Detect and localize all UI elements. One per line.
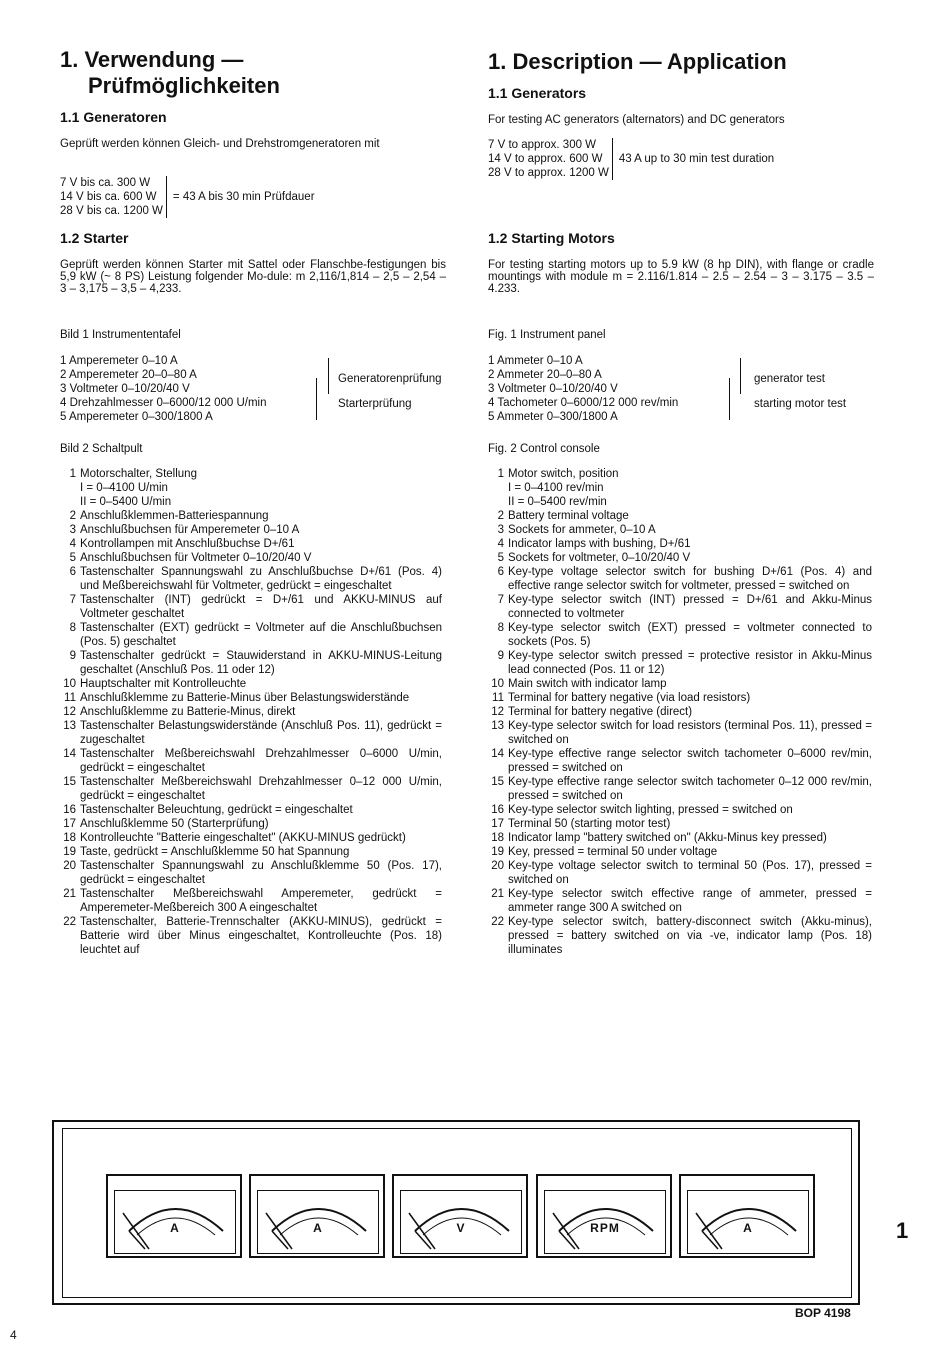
- meter-face: [544, 1190, 666, 1254]
- en-fig2-item: [488, 509, 872, 523]
- en-fig2-item-number: 21: [491, 888, 504, 900]
- en-fig2-item-text: I = 0–4100 rev/min: [508, 482, 604, 494]
- de-fig2-item-text: Taste, gedrückt = Anschlußklemme 50 hat Spannung: [80, 846, 350, 858]
- de-fig2-item: [60, 551, 442, 565]
- de-fig2-item-text: Kontrollampen mit Anschlußbuchse D+/61: [80, 538, 295, 550]
- de-fig2-item: [60, 747, 442, 775]
- de-fig2-item-number: 10: [63, 678, 76, 690]
- de-fig2-item: [60, 859, 442, 887]
- de-fig2-item: [60, 621, 442, 649]
- de-fig2-item-text: Tastenschalter Meßbereichswahl Drehzahlmesser 0–12 000 U/min, gedrückt = eingeschaltet: [80, 776, 442, 802]
- en-fig2-item: [488, 565, 872, 593]
- en-fig2-item-text: Key-type voltage selector switch to terminal 50 (Pos. 17), pressed = switched on: [508, 860, 872, 886]
- en-fig2-item-text: Sockets for voltmeter, 0–10/20/40 V: [508, 552, 691, 564]
- de-fig2-item: [60, 719, 442, 747]
- meter-face: [400, 1190, 522, 1254]
- en-fig2-item: [488, 551, 872, 565]
- de-generator-specs: [60, 176, 315, 218]
- de-fig2-item-text: Tastenschalter Beleuchtung, gedrückt = eingeschaltet: [80, 804, 353, 816]
- en-fig2-item-text: Key-type effective range selector switch tachometer 0–6000 rev/min, pressed = switched on: [508, 748, 872, 774]
- de-section-1-1-text: Geprüft werden können Gleich- und Drehstromgeneratoren mit: [60, 138, 380, 150]
- de-fig2-item: [60, 691, 442, 705]
- meter-5: [679, 1174, 815, 1258]
- en-fig2-item-number: 7: [497, 594, 504, 606]
- en-fig2-item-text: Main switch with indicator lamp: [508, 678, 667, 690]
- de-spec-result: = 43 A bis 30 min Prüfdauer: [172, 191, 315, 203]
- de-fig2-item: [60, 565, 442, 593]
- meter-unit-label: V: [456, 1221, 466, 1235]
- de-fig2-item-text: Tastenschalter Meßbereichswahl Amperemeter, gedrückt = Amperemeter-Meßbereich 300 A eingeschaltet: [80, 888, 442, 914]
- en-fig2-item-number: 4: [497, 538, 504, 550]
- en-fig2-item: [488, 649, 872, 677]
- en-fig2-item-text: Terminal 50 (starting motor test): [508, 818, 671, 830]
- de-fig2-item: [60, 523, 442, 537]
- de-fig2-item: [60, 593, 442, 621]
- de-fig2-item-text: Kontrolleuchte "Batterie eingeschaltet" (AKKU-MINUS gedrückt): [80, 832, 406, 844]
- en-fig2-item: [488, 705, 872, 719]
- en-fig2-item: [488, 859, 872, 887]
- en-section-1-2-title: 1.2 Starting Motors: [488, 230, 615, 246]
- en-fig2-item-number: 5: [497, 552, 504, 564]
- de-fig1-item: 2 Amperemeter 20–0–80 A: [60, 369, 197, 381]
- de-fig2-item: [60, 537, 442, 551]
- en-fig2-item-text: Key-type selector switch for load resistors (terminal Pos. 11), pressed = switched on: [508, 720, 872, 746]
- figure-number: 1: [896, 1218, 909, 1243]
- meter-face: [687, 1190, 809, 1254]
- de-title-line2: Prüfmöglichkeiten: [88, 73, 280, 98]
- de-fig2-item-number: 13: [63, 720, 76, 732]
- de-fig2-item-text: Motorschalter, Stellung: [80, 468, 197, 480]
- de-fig2-item-text: Tastenschalter, Batterie-Trennschalter (AKKU-MINUS), gedrückt = Batterie wird über Minus eingeschaltet, Kontrolleuchte (Pos. 18) leuchtet auf: [80, 916, 442, 956]
- en-fig2-item-text: Motor switch, position: [508, 468, 619, 480]
- de-fig2-item-text: Anschlußklemmen-Batteriespannung: [80, 510, 269, 522]
- de-fig2-item-text: Tastenschalter gedrückt = Stauwiderstand in AKKU-MINUS-Leitung geschaltet (Anschluß Pos. 11 oder 12): [80, 650, 442, 676]
- meter-face: [257, 1190, 379, 1254]
- de-spec-line: 7 V bis ca. 300 W: [60, 177, 151, 189]
- de-fig2-item-text: Tastenschalter Belastungswiderstände (Anschluß Pos. 11), gedrückt = zugeschaltet: [80, 720, 442, 746]
- de-fig2-item-number: 15: [63, 776, 76, 788]
- en-fig2-item-number: 10: [491, 678, 504, 690]
- en-fig2-item: [488, 845, 872, 859]
- en-fig2-item-text: Key, pressed = terminal 50 under voltage: [508, 846, 718, 858]
- de-fig2-item-number: 22: [63, 916, 76, 928]
- en-fig2-item-number: [488, 495, 508, 509]
- en-fig2-item-number: 14: [491, 748, 504, 760]
- en-fig2-item: [488, 831, 872, 845]
- de-fig2-item-text: I = 0–4100 U/min: [80, 482, 168, 494]
- de-fig2-item: [60, 481, 442, 495]
- en-fig2-item-number: [488, 481, 508, 495]
- en-fig2-item: [488, 887, 872, 915]
- de-fig2-item-number: 9: [69, 650, 76, 662]
- en-fig2-item-number: 3: [497, 524, 504, 536]
- de-fig2-item-number: 14: [63, 748, 76, 760]
- en-fig2-item-text: Sockets for ammeter, 0–10 A: [508, 524, 656, 536]
- en-fig2-item-number: 1: [497, 468, 504, 480]
- de-fig2-item-number: 1: [69, 468, 76, 480]
- en-fig2-item: [488, 817, 872, 831]
- en-fig2-item-number: 18: [491, 832, 504, 844]
- en-fig1-item: 3 Voltmeter 0–10/20/40 V: [488, 383, 618, 395]
- meter-3: [392, 1174, 528, 1258]
- de-fig2-item-text: Anschlußklemme 50 (Starterprüfung): [80, 818, 269, 830]
- en-fig2-item: [488, 495, 872, 509]
- en-fig2-item-number: 9: [497, 650, 504, 662]
- de-fig2-item-number: 8: [69, 622, 76, 634]
- en-fig2-item-number: 11: [492, 692, 504, 704]
- de-fig2-caption: Bild 2 Schaltpult: [60, 443, 143, 455]
- en-brace: [740, 358, 741, 394]
- en-spec-line: 7 V to approx. 300 W: [488, 139, 597, 151]
- en-spec-result: 43 A up to 30 min test duration: [618, 153, 775, 165]
- en-fig2-item-number: 16: [491, 804, 504, 816]
- meter-2: [249, 1174, 385, 1258]
- de-fig2-item-number: 18: [63, 832, 76, 844]
- en-fig2-item-text: Indicator lamps with bushing, D+/61: [508, 538, 691, 550]
- en-fig2-item: [488, 747, 872, 775]
- en-fig2-item-text: Key-type selector switch, battery-disconnect switch (Akku-minus), pressed = battery switched on via -ve, indicator lamp (Pos. 18) illuminates: [508, 916, 872, 956]
- en-fig1-item: 4 Tachometer 0–6000/12 000 rev/min: [488, 397, 679, 409]
- de-fig2-item: [60, 845, 442, 859]
- en-fig2-item-number: 8: [497, 622, 504, 634]
- en-fig2-item-number: 19: [491, 846, 504, 858]
- en-spec-line: 14 V to approx. 600 W: [488, 153, 603, 165]
- en-fig2-item-number: 2: [497, 510, 504, 522]
- en-fig2-item-text: Terminal for battery negative (direct): [508, 706, 693, 718]
- meter-4: [536, 1174, 672, 1258]
- en-fig2-item-text: Key-type effective range selector switch tachometer 0–12 000 rev/min, pressed = switched on: [508, 776, 872, 802]
- en-fig2-item: [488, 481, 872, 495]
- de-fig2-item-number: 7: [69, 594, 76, 606]
- de-fig1-item: 4 Drehzahlmesser 0–6000/12 000 U/min: [60, 397, 267, 409]
- en-fig2-list: [488, 467, 872, 957]
- de-fig1-item: 1 Amperemeter 0–10 A: [60, 355, 178, 367]
- en-fig2-item: [488, 523, 872, 537]
- de-fig2-item-text: Anschlußbuchsen für Amperemeter 0–10 A: [80, 524, 300, 536]
- de-fig2-item: [60, 705, 442, 719]
- en-fig2-item-text: Indicator lamp "battery switched on" (Akku-Minus key pressed): [508, 832, 827, 844]
- en-fig2-item: [488, 467, 872, 481]
- en-fig2-item-text: Key-type selector switch lighting, pressed = switched on: [508, 804, 793, 816]
- en-fig2-item-text: Key-type selector switch pressed = protective resistor in Akku-Minus lead connected (Pos. 11 or 12): [508, 650, 872, 676]
- en-section-1-1-text: For testing AC generators (alternators) and DC generators: [488, 114, 785, 126]
- en-fig2-caption: Fig. 2 Control console: [488, 443, 600, 455]
- en-section-1-1-title: 1.1 Generators: [488, 85, 587, 101]
- en-fig2-item-number: 12: [491, 706, 504, 718]
- de-fig2-item-text: Tastenschalter Spannungswahl zu Anschlußklemme 50 (Pos. 17), gedrückt = eingeschaltet: [80, 860, 442, 886]
- de-fig1-item: 5 Amperemeter 0–300/1800 A: [60, 411, 213, 423]
- de-group-starter: Starterprüfung: [338, 398, 412, 410]
- en-fig2-item: [488, 691, 872, 705]
- en-fig2-item-number: 17: [491, 818, 504, 830]
- en-fig2-item-text: Key-type selector switch effective range of ammeter, pressed = ammeter range 300 A switched on: [508, 888, 872, 914]
- de-fig2-item-number: 16: [63, 804, 76, 816]
- de-fig2-item-number: 3: [69, 524, 76, 536]
- en-fig2-item-number: 13: [491, 720, 504, 732]
- en-fig2-item-number: 20: [491, 860, 504, 872]
- en-fig1-list: [488, 354, 908, 424]
- meter-1: [106, 1174, 242, 1258]
- en-fig1-item: 5 Ammeter 0–300/1800 A: [488, 411, 618, 423]
- de-fig2-item-text: Tastenschalter (INT) gedrückt = D+/61 und AKKU-MINUS auf Voltmeter geschaltet: [80, 594, 442, 620]
- meter-unit-label: A: [743, 1221, 753, 1235]
- de-fig2-item-number: 6: [69, 566, 76, 578]
- en-generator-specs: [488, 138, 774, 180]
- en-fig2-item: [488, 621, 872, 649]
- de-fig2-item: [60, 831, 442, 845]
- de-group-generator: Generatorenprüfung: [338, 373, 442, 385]
- en-fig2-item-text: II = 0–5400 rev/min: [508, 496, 607, 508]
- en-fig2-item: [488, 775, 872, 803]
- de-fig2-item-text: Hauptschalter mit Kontrolleuchte: [80, 678, 247, 690]
- en-fig2-item: [488, 803, 872, 817]
- de-fig2-item-text: Anschlußbuchsen für Voltmeter 0–10/20/40 V: [80, 552, 312, 564]
- de-fig2-item: [60, 677, 442, 691]
- en-fig2-item-text: Key-type selector switch (INT) pressed = D+/61 and Akku-Minus connected to voltmeter: [508, 594, 872, 620]
- en-fig2-item: [488, 915, 872, 957]
- de-brace: [328, 358, 329, 394]
- de-fig2-item: [60, 887, 442, 915]
- en-fig2-item-number: 22: [491, 916, 504, 928]
- page-number: 4: [10, 1328, 17, 1342]
- en-fig1-item: 2 Ammeter 20–0–80 A: [488, 369, 602, 381]
- en-spec-line: 28 V to approx. 1200 W: [488, 167, 609, 179]
- de-fig2-item-number: 12: [63, 706, 76, 718]
- de-fig2-item: [60, 467, 442, 481]
- en-fig2-item-text: Battery terminal voltage: [508, 510, 629, 522]
- de-fig2-item-number: 21: [63, 888, 76, 900]
- meter-unit-label: RPM: [590, 1221, 620, 1235]
- de-fig1-list: [60, 354, 480, 424]
- de-fig2-item-number: [60, 495, 80, 509]
- figure-code: BOP 4198: [795, 1306, 851, 1320]
- de-section-1-2-title: 1.2 Starter: [60, 230, 129, 246]
- de-spec-line: 28 V bis ca. 1200 W: [60, 205, 163, 217]
- de-fig2-item-number: 5: [69, 552, 76, 564]
- meter-face: [114, 1190, 236, 1254]
- de-fig2-item: [60, 915, 442, 957]
- en-title: 1. Description — Application: [488, 49, 787, 74]
- de-fig2-item: [60, 803, 442, 817]
- de-fig2-item-number: [60, 481, 80, 495]
- de-section-1-2-text: Geprüft werden können Starter mit Sattel oder Flanschbe-festigungen bis 5,9 kW (~ 8 PS) Leistung folgender Mo-dule: m 2,116/1,814 – 2,5 – 2,54 – 3 – 3,175 – 3,5 – 4,233.: [60, 259, 446, 295]
- de-fig2-item: [60, 649, 442, 677]
- en-fig2-item-number: 6: [497, 566, 504, 578]
- en-fig2-item: [488, 719, 872, 747]
- en-group-starter: starting motor test: [754, 398, 847, 410]
- de-fig2-item-text: Anschlußklemme zu Batterie-Minus, direkt: [80, 706, 296, 718]
- meter-unit-label: A: [170, 1221, 180, 1235]
- en-fig2-item: [488, 593, 872, 621]
- de-fig2-item: [60, 775, 442, 803]
- en-fig2-item: [488, 537, 872, 551]
- de-fig2-item-text: Tastenschalter Meßbereichswahl Drehzahlmesser 0–6000 U/min, gedrückt = eingeschaltet: [80, 748, 442, 774]
- de-fig2-item-text: Tastenschalter (EXT) gedrückt = Voltmeter auf die Anschlußbuchsen (Pos. 5) geschaltet: [80, 622, 442, 648]
- en-fig2-item: [488, 677, 872, 691]
- en-brace: [729, 378, 730, 420]
- instrument-panel-figure: [52, 1120, 860, 1305]
- en-fig2-item-text: Key-type voltage selector switch for bushing D+/61 (Pos. 4) and effective range selector switch for voltmeter, pressed = switched on: [508, 566, 872, 592]
- de-fig2-item-text: Tastenschalter Spannungswahl zu Anschlußbuchse D+/61 (Pos. 4) und Meßbereichswahl für Voltmeter, gedrückt = eingeschaltet: [80, 566, 442, 592]
- en-section-1-2-text: For testing starting motors up to 5.9 kW (8 hp DIN), with flange or cradle mountings with module m = 2.116/1.814 – 2.5 – 2.54 – 3 – 3.175 – 3.5 – 4.233.: [488, 259, 874, 295]
- en-group-generator: generator test: [754, 373, 825, 385]
- en-fig2-item-number: 15: [491, 776, 504, 788]
- en-fig2-item-text: Key-type selector switch (EXT) pressed = voltmeter connected to sockets (Pos. 5): [508, 622, 872, 648]
- de-fig2-item-number: 20: [63, 860, 76, 872]
- de-title-line1: 1. Verwendung —: [60, 47, 244, 72]
- de-fig2-item-text: Anschlußklemme zu Batterie-Minus über Belastungswiderstände: [80, 692, 410, 704]
- en-fig2-item-text: Terminal for battery negative (via load resistors): [508, 692, 751, 704]
- meter-unit-label: A: [313, 1221, 323, 1235]
- de-brace: [316, 378, 317, 420]
- de-section-1-1-title: 1.1 Generatoren: [60, 109, 167, 125]
- de-spec-line: 14 V bis ca. 600 W: [60, 191, 157, 203]
- en-fig1-item: 1 Ammeter 0–10 A: [488, 355, 583, 367]
- de-fig2-item-number: 17: [63, 818, 76, 830]
- de-fig2-item-number: 4: [69, 538, 76, 550]
- en-fig1-caption: Fig. 1 Instrument panel: [488, 329, 606, 341]
- de-fig2-item-text: II = 0–5400 U/min: [80, 496, 172, 508]
- de-fig2-item-number: 2: [69, 510, 76, 522]
- de-fig2-item-number: 19: [63, 846, 76, 858]
- de-fig1-caption: Bild 1 Instrumententafel: [60, 329, 181, 341]
- de-fig2-item-number: 11: [64, 692, 76, 704]
- de-fig1-item: 3 Voltmeter 0–10/20/40 V: [60, 383, 190, 395]
- de-fig2-item: [60, 495, 442, 509]
- de-fig2-item: [60, 817, 442, 831]
- de-fig2-list: [60, 467, 442, 957]
- de-fig2-item: [60, 509, 442, 523]
